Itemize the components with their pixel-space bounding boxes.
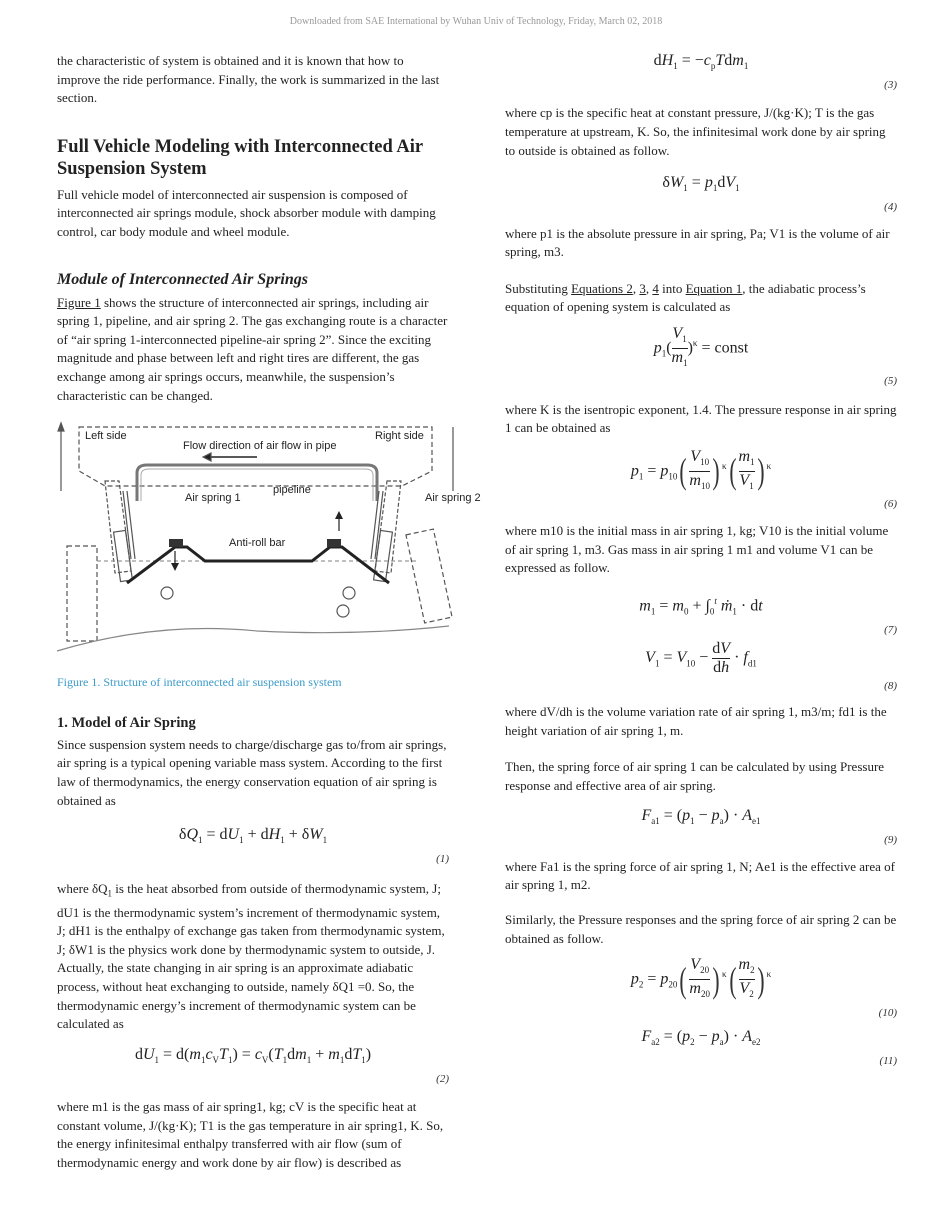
eq9-description: where Fa1 is the spring force of air spring 1, N; Ae1 is the effective area of air spring 1, m2. — [505, 858, 895, 893]
right-wheel — [406, 529, 452, 623]
subsection-title: Module of Interconnected Air Springs — [57, 270, 308, 288]
eq3-description: where cp is the specific heat at constant pressure, J/(kg·K); T is the gas temperature at upstream, K. So, the infinitesimal work done by air spring to outside is obtained as follow. — [505, 105, 886, 158]
equation-11: $F_{a2} = (p_2 - p_a) \cdot A_{e2}$ — [641, 1028, 761, 1048]
left-column — [57, 52, 481, 1173]
equation-1-number: (1) — [436, 852, 449, 865]
pipeline-shape — [137, 465, 377, 501]
equation-4: $\delta W_1 = p_1dV_1$ — [662, 174, 740, 194]
equation-9-number: (9) — [884, 834, 897, 847]
equation-1: $\delta Q_1 = dU_1 + dH_1 + \delta W_1$ — [178, 826, 328, 846]
flow-label: Flow direction of air flow in pipe — [183, 440, 337, 453]
section-title: Full Vehicle Modeling with Interconnected Air Suspension System — [57, 136, 423, 179]
air-spring-1-label: Air spring 1 — [185, 492, 241, 505]
similar-paragraph: Similarly, the Pressure responses and the spring force of air spring 2 can be obtained as follow. — [505, 912, 897, 946]
figure-1-link[interactable]: Figure 1 — [57, 294, 101, 310]
anti-roll-bar — [127, 547, 389, 583]
download-header: Downloaded from SAE International by Wuhan Univ of Technology, Friday, March 02, 2018 — [289, 16, 663, 27]
left-side-label: Left side — [85, 430, 127, 443]
figure-caption: Figure 1. Structure of interconnected air suspension system — [57, 675, 342, 690]
equation-4-link[interactable]: 4 — [652, 280, 659, 296]
equation-4-number: (4) — [884, 200, 897, 213]
equation-3-link[interactable]: 3 — [639, 280, 646, 296]
model-paragraph: Since suspension system needs to charge/discharge gas to/from air springs, air spring is a typical opening variable mass system. According to the first law of thermodynamics, the energy conservation equation of air spring is obtained as — [57, 736, 447, 808]
equation-2-number: (2) — [436, 1072, 449, 1085]
right-side-label: Right side — [375, 430, 424, 443]
equation-10: $p_2 = p_{20}$( $\frac{V_{20}}{m_{20}}$ ) $^\kappa$( $\frac{m_2}{V_2}$ ) $^\kappa$ — [630, 956, 772, 1000]
ground-line — [57, 626, 449, 651]
right-column — [505, 52, 897, 1071]
equation-9: $F_{a1} = (p_1 - p_a) \cdot A_{e1}$ — [641, 807, 761, 827]
equation-10-number: (10) — [878, 1006, 897, 1019]
anti-roll-label: Anti-roll bar — [229, 537, 286, 550]
equation-5-number: (5) — [884, 375, 897, 388]
equation-3-number: (3) — [884, 78, 897, 91]
figure-1-diagram — [57, 421, 481, 661]
equation-6: $p_1 = p_{10}$( $\frac{V_{10}}{m_{10}}$ ) $^\kappa$( $\frac{m_1}{V_1}$ ) $^\kappa$ — [630, 448, 772, 492]
equation-6-number: (6) — [884, 498, 897, 511]
air-spring-2-label: Air spring 2 — [425, 492, 481, 505]
eq2-description: where m1 is the gas mass of air spring1, kg; cV is the specific heat at constant volume, J/(kg·K); T1 is the gas temperature in air spring1, K. So, the energy infinitesimal enthalpy transferred with air flow (sum of thermodynamic energy and work done by air flow) is described as — [57, 1099, 444, 1170]
substitution-paragraph: Substituting Equations 2, 3, 4 into Equation 1, the adiabatic process’s equation of opening system is calculated as — [505, 280, 866, 315]
equation-7-number: (7) — [884, 623, 897, 636]
pipeline-label: pipeline — [273, 484, 311, 497]
equation-2-link[interactable]: Equations 2 — [571, 280, 633, 296]
eq5-description: where K is the isentropic exponent, 1.4. The pressure response in air spring 1 can be obtained as — [505, 401, 897, 436]
equation-11-number: (11) — [879, 1054, 897, 1067]
model-title: 1. Model of Air Spring — [57, 714, 196, 731]
eq4-description: where p1 is the absolute pressure in air spring, Pa; V1 is the volume of air spring, m3. — [505, 225, 890, 260]
equation-8: $V_1 = V_{10}$ − $\frac{dV}{dh}$ · $f_{d1}$ — [645, 639, 757, 676]
equation-2: $dU_1 = d(m_1c_VT_1) = c_V(T_1dm_1 + m_1dT_1)$ — [134, 1045, 372, 1065]
left-wheel — [67, 546, 97, 641]
module-paragraph: Figure 1 shows the structure of interconnected air springs, including air spring 1, pipeline, and air spring 2. The gas exchanging route is a character of “air spring 1-interconnected pipeline-air spring 2”. Since the exciting magnitude and phase between left and right tires are different, the gas exchange among air springs occurs, meanwhile, the suspension’s characteristic can be changed. — [57, 294, 448, 403]
equation-1-link[interactable]: Equation 1 — [685, 280, 743, 296]
equation-8-number: (8) — [884, 679, 897, 692]
section-paragraph: Full vehicle model of interconnected air suspension is composed of interconnected air springs module, shock absorber module with damping control, car body module and wheel module. — [57, 186, 436, 239]
eq6-description: where m10 is the initial mass in air spring 1, kg; V10 is the initial volume of air spring 1, m3. Gas mass in air spring 1 m1 and volume V1 can be expressed as follow. — [505, 523, 889, 576]
equation-3: $dH_1 = -c_pTdm_1$ — [653, 52, 749, 72]
eq1-description: where $\delta Q_1$ is the heat absorbed from outside of thermodynamic system, J; dU1 is the thermodynamic system’s increment of thermodynamic system, J; dH1 is the enthalpy of exchange gas taken from thermodynamic system, J; δW1 is the physics work done by thermodynamic system to outside, J. Actually, the state changing in air spring is an approximate adiabatic process, without heat exchanging to outside, namely δQ1 =0. So, the thermodynamic energy’s increment of thermodynamic system can be calculated as — [57, 881, 445, 1032]
force-paragraph: Then, the spring force of air spring 1 can be calculated by using Pressure response and effective area of air spring. — [505, 759, 885, 793]
eq8-description: where dV/dh is the volume variation rate of air spring 1, m3/m; fd1 is the height variation of air spring 1, m. — [505, 704, 887, 738]
equation-5: $p_1$( $\frac{V_1}{m_1}$ )$^\kappa$ = const — [653, 324, 749, 369]
equation-7: $m_1 = m_0 + \int_0^t$ ṁ$_1$ · dt — [639, 595, 763, 617]
intro-paragraph: the characteristic of system is obtained and it is known that how to improve the ride performance. Finally, the work is summarized in the last section. — [57, 53, 440, 106]
